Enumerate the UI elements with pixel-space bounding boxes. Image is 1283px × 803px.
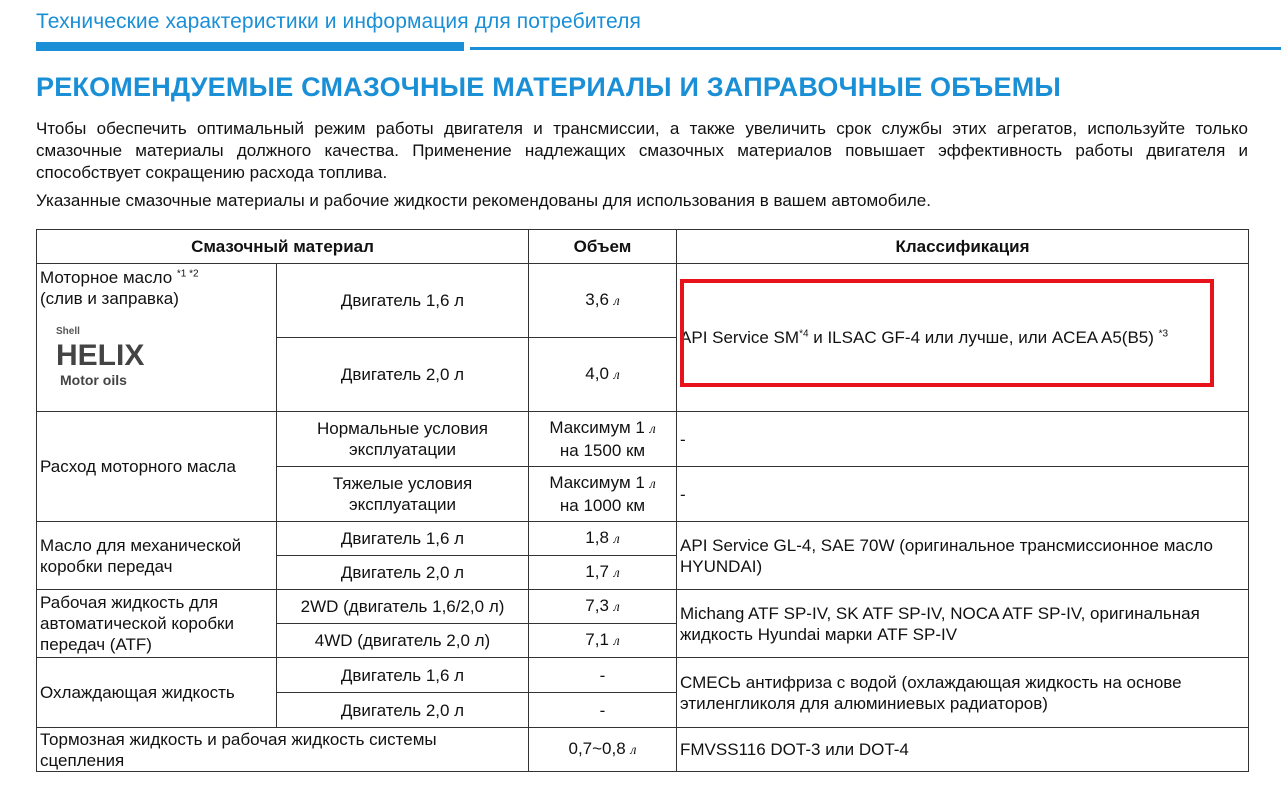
engine-oil-label: Моторное масло $^{*1 *2}$ xyxy=(40,268,199,287)
shell-helix-logo: Shell HELIX Motor oils xyxy=(56,326,145,388)
table-row xyxy=(37,264,1249,338)
page-title: РЕКОМЕНДУЕМЫЕ СМАЗОЧНЫЕ МАТЕРИАЛЫ И ЗАПРАВОЧНЫЕ ОБЪЕМЫ xyxy=(36,72,1062,102)
engine-oil-engine-1: Двигатель 1,6 л xyxy=(277,264,529,338)
consumption-normal: Нормальные условия эксплуатации xyxy=(277,412,529,467)
engine-oil-volume-1: 3,6 л xyxy=(529,264,677,338)
engine-oil-classification: API Service SM$^{*4}$ и ILSAC GF-4 или лучше, или ACEA A5(B5) $^{*3}$ xyxy=(677,264,1249,412)
consumption-severe-class: - xyxy=(677,467,1249,522)
engine-oil-engine-2: Двигатель 2,0 л xyxy=(277,338,529,412)
coolant-label: Охлаждающая жидкость xyxy=(37,658,277,728)
consumption-severe-volume: Максимум 1 л на 1000 км xyxy=(529,467,677,522)
section-header: Технические характеристики и информация для потребителя xyxy=(36,10,641,33)
manual-label: Масло для механической коробки передач xyxy=(37,522,277,590)
table-row xyxy=(37,522,1249,556)
atf-label: Рабочая жидкость для автоматической коробки передач (ATF) xyxy=(37,590,277,658)
coolant-volume-2: - xyxy=(529,693,677,728)
consumption-severe: Тяжелые условия эксплуатации xyxy=(277,467,529,522)
atf-4wd: 4WD (двигатель 2,0 л) xyxy=(277,624,529,658)
consumption-normal-volume: Максимум 1 л на 1500 км xyxy=(529,412,677,467)
coolant-engine-2: Двигатель 2,0 л xyxy=(277,693,529,728)
engine-oil-sub-label: (слив и заправка) xyxy=(40,289,179,308)
manual-classification: API Service GL-4, SAE 70W (оригинальное трансмиссионное масло HYUNDAI) xyxy=(677,522,1249,590)
atf-2wd: 2WD (двигатель 1,6/2,0 л) xyxy=(277,590,529,624)
table-row xyxy=(37,412,1249,467)
table-row xyxy=(37,728,1249,772)
atf-volume-2wd: 7,3 л xyxy=(529,590,677,624)
engine-oil-volume-2: 4,0 л xyxy=(529,338,677,412)
table-row xyxy=(37,658,1249,693)
atf-volume-4wd: 7,1 л xyxy=(529,624,677,658)
header-rule-thin xyxy=(470,47,1281,50)
coolant-volume-1: - xyxy=(529,658,677,693)
intro-paragraph: Чтобы обеспечить оптимальный режим работы двигателя и трансмиссии, а также увеличить срок службы этих агрегатов, используйте только смазочные материалы должного качества. Применение надлежащих смазочных материалов повышает эффективность работы двигателя и способствует сокращению расхода топлива. xyxy=(36,119,1248,182)
atf-classification: Michang ATF SP-IV, SK ATF SP-IV, NOCA ATF SP-IV, оригинальная жидкость Hyundai марки ATF SP-IV xyxy=(677,590,1249,658)
header-rule-thick xyxy=(36,42,464,51)
consumption-normal-class: - xyxy=(677,412,1249,467)
consumption-label: Расход моторного масла xyxy=(37,412,277,522)
manual-volume-2: 1,7 л xyxy=(529,556,677,590)
manual-volume-1: 1,8 л xyxy=(529,522,677,556)
brake-volume: 0,7~0,8 л xyxy=(529,728,677,772)
note-paragraph: Указанные смазочные материалы и рабочие жидкости рекомендованы для использования в вашем автомобиле. xyxy=(36,191,931,210)
coolant-engine-1: Двигатель 1,6 л xyxy=(277,658,529,693)
coolant-classification: СМЕСЬ антифриза с водой (охлаждающая жидкость на основе этиленгликоля для алюминиевых радиаторов) xyxy=(677,658,1249,728)
manual-engine-1: Двигатель 1,6 л xyxy=(277,522,529,556)
manual-engine-2: Двигатель 2,0 л xyxy=(277,556,529,590)
header-classification: Классификация xyxy=(677,230,1249,264)
brake-classification: FMVSS116 DOT-3 или DOT-4 xyxy=(677,728,1249,772)
brake-label: Тормозная жидкость и рабочая жидкость системы сцепления xyxy=(37,728,529,772)
table-row xyxy=(37,590,1249,624)
header-material: Смазочный материал xyxy=(37,230,529,264)
header-volume: Объем xyxy=(529,230,677,264)
table-header-row xyxy=(37,230,1249,264)
lubricants-table xyxy=(36,229,1249,772)
engine-oil-cell xyxy=(37,264,277,412)
